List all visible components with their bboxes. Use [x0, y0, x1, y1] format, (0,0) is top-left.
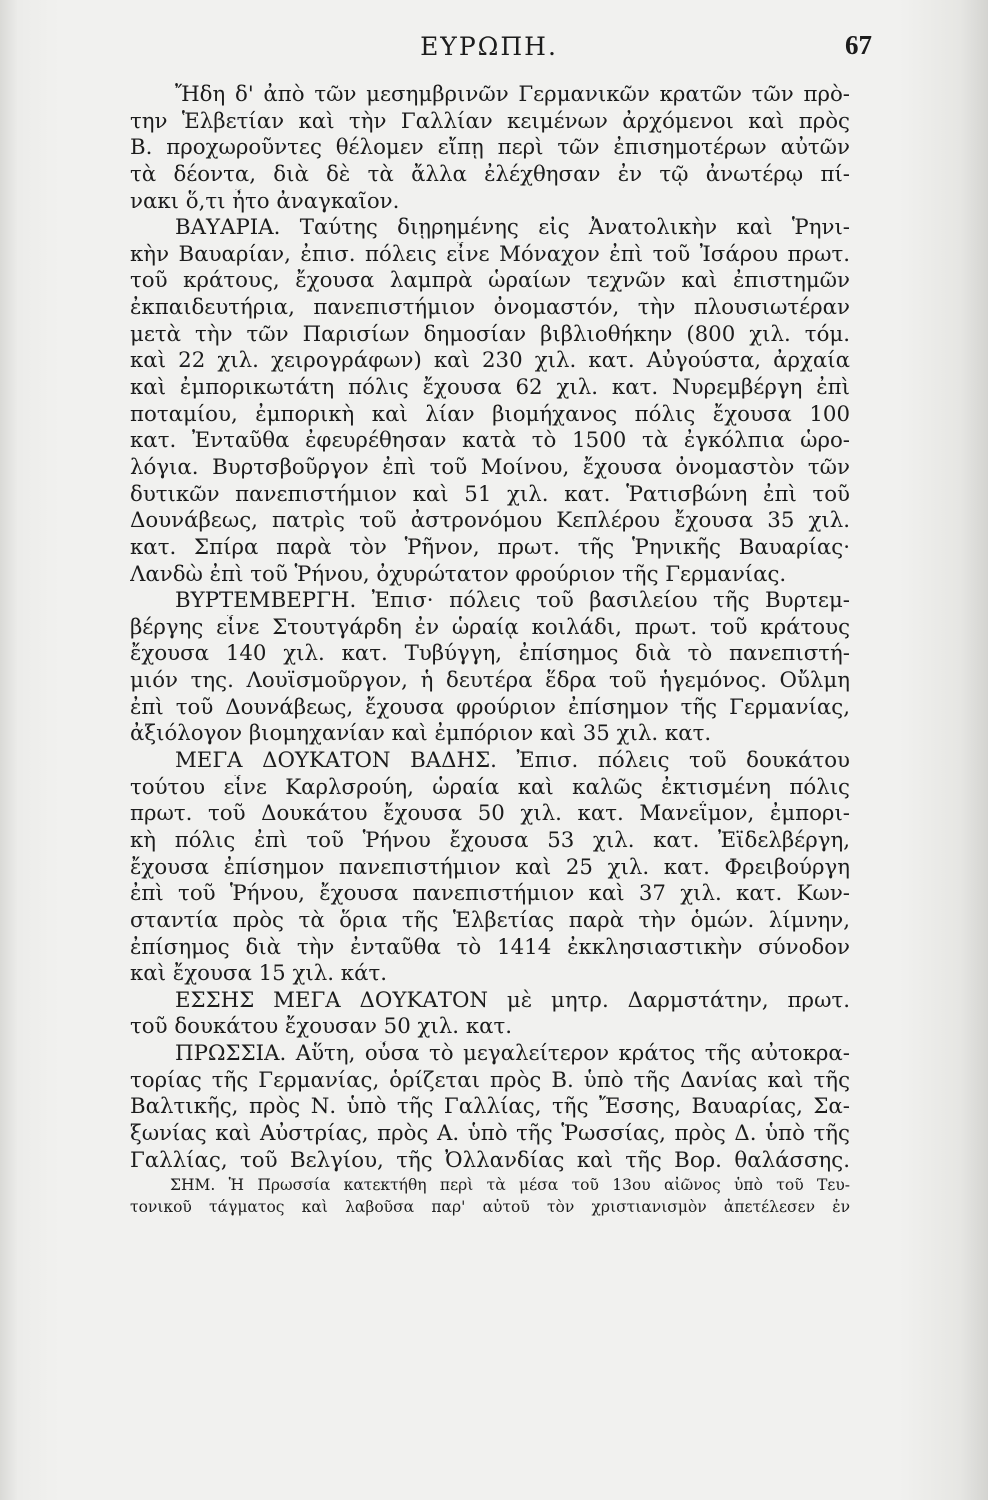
lines-line: Λανδὼ ἐπὶ τοῦ Ῥήνου, ὀχυρώτατον φρούριον τῆς Γερμανίας.	[130, 561, 787, 587]
lines-line: καὶ ἐμπορικωτάτη πόλις ἔχουσα 62 χιλ. κατ. Νυρεμβέργη ἐπὶ	[130, 375, 850, 401]
lines-line: λόγια. Βυρτσβοῦργον ἐπὶ τοῦ Μοίνου, ἔχουσα ὀνομαστὸν τῶν	[130, 454, 850, 480]
page-header	[130, 28, 872, 68]
lines-line: τὰ δέοντα, διὰ δὲ τὰ ἄλλα ἐλέχθησαν ἐν τῷ ἀνωτέρῳ πί-	[130, 161, 850, 187]
lines-line: δυτικῶν πανεπιστήμιον καὶ 51 χιλ. κατ. Ῥατισβώνη ἐπὶ τοῦ	[130, 481, 850, 507]
lines-line: τορίας τῆς Γερμανίας, ὁρίζεται πρὸς Β. ὑπὸ τῆς Δανίας καὶ τῆς	[130, 1067, 850, 1093]
lines-line: ἀξιόλογον βιομηχανίαν καὶ ἐμπόριον καὶ 35 χιλ. κατ.	[130, 721, 712, 747]
running-title: ΕΥΡΩΠΗ.	[420, 32, 558, 61]
lines-line: τοῦ κράτους, ἔχουσα λαμπρὰ ὡραίων τεχνῶν καὶ ἐπιστημῶν	[130, 268, 850, 294]
lines-line: κὴ πόλις ἐπὶ τοῦ Ῥήνου ἔχουσα 53 χιλ. κατ. Ἐϊδελβέργη,	[130, 827, 850, 853]
footnote-line: τονικοῦ τάγματος καὶ λαβοῦσα παρ' αὐτοῦ τὸν χριστιανισμὸν ἀπετέλεσεν ἐν	[130, 1198, 850, 1217]
lines-line: κατ. Σπίρα παρὰ τὸν Ῥῆνον, πρωτ. τῆς Ῥηνικῆς Βαυαρίας·	[130, 534, 850, 560]
lines-line: ἐπὶ τοῦ Ῥήνου, ἔχουσα πανεπιστήμιον καὶ 37 χιλ. κατ. Κων-	[130, 881, 850, 907]
lines-line: ΒΥΡΤΕΜΒΕΡΓΗ. Ἐπισ· πόλεις τοῦ βασιλείου τῆς Βυρτεμ-	[175, 588, 850, 614]
lines-line: βέργης εἶνε Στουτγάρδη ἐν ὡραίᾳ κοιλάδι, πρωτ. τοῦ κράτους	[130, 614, 850, 640]
lines-line: τούτου εἶνε Καρλσρούη, ὡραία καὶ καλῶς ἐκτισμένη πόλις	[130, 774, 850, 800]
lines-line: ποταμίου, ἐμπορικὴ καὶ λίαν βιομήχανος πόλις ἔχουσα 100	[130, 401, 850, 427]
lines-line: κὴν Βαυαρίαν, ἐπισ. πόλεις εἶνε Μόναχον ἐπὶ τοῦ Ἰσάρου πρωτ.	[130, 241, 850, 267]
lines-line: ἔχουσα 140 χιλ. κατ. Τυβύγγη, ἐπίσημος διὰ τὸ πανεπιστή-	[130, 641, 850, 667]
body-text	[130, 82, 850, 1218]
lines-line: σταντία πρὸς τὰ ὅρια τῆς Ἑλβετίας παρὰ τὴν ὁμών. λίμνην,	[130, 907, 850, 933]
lines-line: ΕΣΣΗΣ ΜΕΓΑ ΔΟΥΚΑΤΟΝ μὲ μητρ. Δαρμστάτην, πρωτ.	[175, 987, 850, 1013]
lines-line: καὶ ἔχουσα 15 χιλ. κάτ.	[130, 961, 388, 987]
footnote-line: ΣΗΜ. Ἡ Πρωσσία κατεκτήθη περὶ τὰ μέσα τοῦ 13ου αἰῶνος ὑπὸ τοῦ Τευ-	[170, 1176, 850, 1195]
lines-line: πρωτ. τοῦ Δουκάτου ἔχουσα 50 χιλ. κατ. Μανεΐμον, ἐμπορι-	[130, 801, 850, 827]
lines-line: ΜΕΓΑ ΔΟΥΚΑΤΟΝ ΒΑΔΗΣ. Ἐπισ. πόλεις τοῦ δουκάτου	[175, 748, 850, 774]
lines-line: Β. προχωροῦντες θέλομεν εἴπῃ περὶ τῶν ἐπισημοτέρων αὐτῶν	[130, 135, 850, 161]
lines-line: καὶ 22 χιλ. χειρογράφων) καὶ 230 χιλ. κατ. Αὐγούστα, ἀρχαία	[130, 348, 850, 374]
lines-line: ἔχουσα ἐπίσημον πανεπιστήμιον καὶ 25 χιλ. κατ. Φρειβούργη	[130, 854, 850, 880]
lines-line: Ἤδη δ' ἀπὸ τῶν μεσημβρινῶν Γερμανικῶν κρατῶν τῶν πρὸ-	[175, 82, 850, 107]
lines-line: μιόν της. Λουϊσμοῦργον, ἡ δευτέρα ἕδρα τοῦ ἡγεμόνος. Οὔλμη	[130, 668, 850, 694]
lines-line: την Ἑλβετίαν καὶ τὴν Γαλλίαν κειμένων ἀρχόμενοι καὶ πρὸς	[130, 108, 850, 134]
lines-line: ξωνίας καὶ Αὐστρίας, πρὸς Α. ὑπὸ τῆς Ῥωσσίας, πρὸς Δ. ὑπὸ τῆς	[130, 1120, 850, 1146]
lines-line: Δουνάβεως, πατρὶς τοῦ ἀστρονόμου Κεπλέρου ἔχουσα 35 χιλ.	[130, 508, 850, 534]
lines-line: νακι ὅ,τι ἦτο ἀναγκαῖον.	[130, 188, 400, 214]
lines-line: ΒΑΥΑΡΙΑ. Ταύτης διῃρημένης εἰς Ἀνατολικὴν καὶ Ῥηνι-	[175, 215, 850, 241]
lines-line: Βαλτικῆς, πρὸς Ν. ὑπὸ τῆς Γαλλίας, τῆς Ἔσσης, Βαυαρίας, Σα-	[130, 1094, 850, 1120]
lines-line: τοῦ δουκάτου ἔχουσαν 50 χιλ. κατ.	[130, 1014, 513, 1040]
lines-line: ἐπίσημος διὰ τὴν ἐνταῦθα τὸ 1414 ἐκκλησιαστικὴν σύνοδον	[130, 934, 850, 960]
lines-line: Γαλλίας, τοῦ Βελγίου, τῆς Ὀλλανδίας καὶ τῆς Βορ. θαλάσσης.	[130, 1147, 850, 1173]
lines-line: κατ. Ἐνταῦθα ἐφευρέθησαν κατὰ τὸ 1500 τὰ ἐγκόλπια ὡρο-	[130, 428, 850, 454]
page-number: 67	[845, 30, 872, 60]
lines-line: μετὰ τὴν τῶν Παρισίων δημοσίαν βιβλιοθήκην (800 χιλ. τόμ.	[130, 321, 850, 347]
lines-line: ΠΡΩΣΣΙΑ. Αὕτη, οὖσα τὸ μεγαλείτερον κράτος τῆς αὐτοκρα-	[175, 1041, 850, 1067]
lines-line: ἐπὶ τοῦ Δουνάβεως, ἔχουσα φρούριον ἐπίσημον τῆς Γερμανίας,	[130, 694, 850, 720]
lines-line: ἐκπαιδευτήρια, πανεπιστήμιον ὀνομαστόν, τὴν πλουσιωτέραν	[130, 295, 850, 321]
